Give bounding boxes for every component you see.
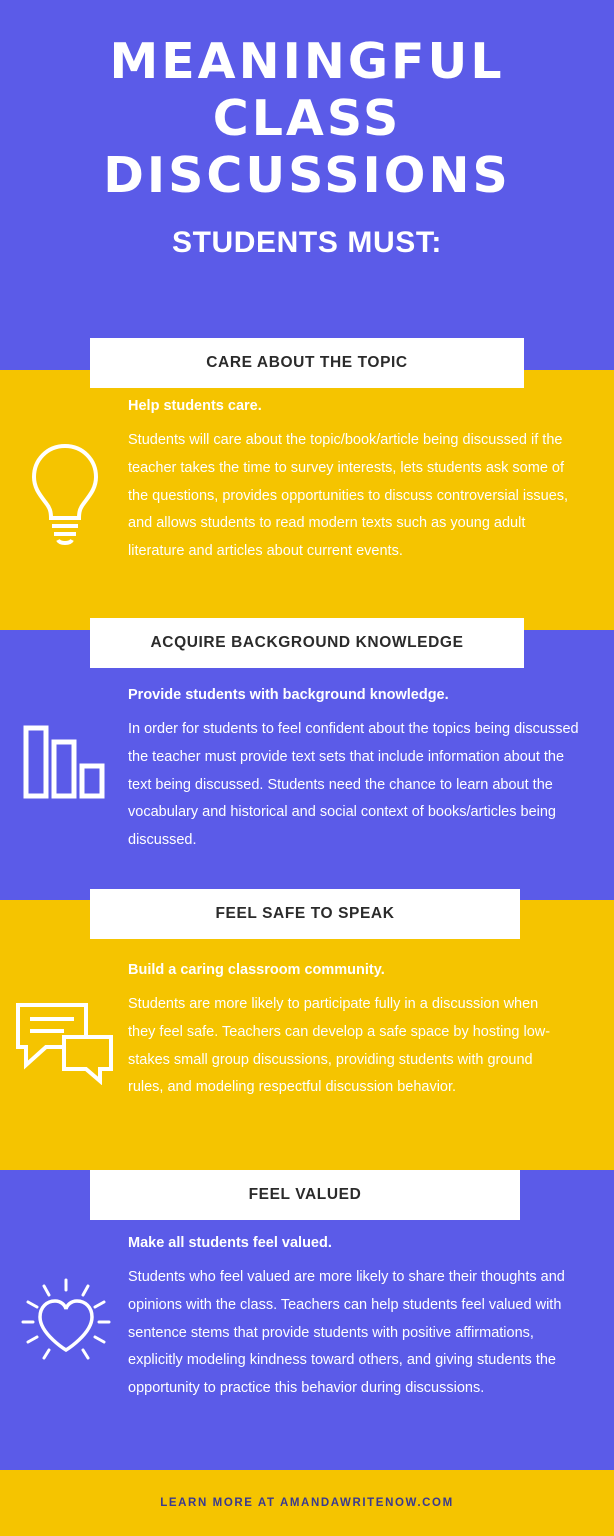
speech-bubbles-icon [12,995,117,1090]
section-title-1: CARE ABOUT THE TOPIC [206,354,408,371]
section-lead-1: Help students care. [128,398,262,414]
section-body-1: Students will care about the topic/book/article being discussed if the teacher takes the time to survey interests, lets students ask some of the questions, provides opportunities to discuss controversial issues, and allows students to read modern texts such as young adult literature and articles about current events. [128,432,569,560]
section-content-2 [128,687,580,855]
section-title-4: FEEL VALUED [248,1186,362,1203]
page-title-line-2: CLASS [212,89,402,147]
section-lead-4: Make all students feel valued. [128,1235,332,1251]
section-header-bar-3 [90,889,520,939]
section-body-2: In order for students to feel confident about the topics being discussed the teacher must provide text sets that include information about the text being discussed. Students need the chance to learn about the vocabulary and historical and social context of books/articles being discussed. [128,721,579,849]
shining-heart-icon [16,1272,116,1377]
section-content-3 [128,962,568,1102]
bar-chart-icon [20,722,106,807]
page-title-line-3: DISCUSSIONS [103,146,511,204]
section-header-bar-1 [90,338,524,388]
lightbulb-icon [22,438,108,553]
page-title-line-1: MEANINGFUL [109,33,505,90]
page-subtitle: STUDENTS MUST: [171,226,443,260]
section-lead-3: Build a caring classroom community. [128,962,385,978]
section-lead-2: Provide students with background knowledge. [128,687,449,703]
footer-text: LEARN MORE AT AMANDAWRITENOW.COM [160,1497,454,1509]
poster-footer [0,1470,614,1536]
section-body-3: Students are more likely to participate fully in a discussion when they feel safe. Teachers can develop a safe space by hosting low-stakes small group discussions, providing students with ground rules, and modeling respectful discussion behavior. [128,996,551,1096]
section-header-bar-2 [90,618,524,668]
section-content-1 [128,398,580,566]
section-body-4: Students who feel valued are more likely to share their thoughts and opinions with the class. Teachers can help students feel valued with sentence stems that provide students with positive affirmations, explicitly modeling kindness toward others, and giving students the opportunity to practice this behavior during discussions. [128,1269,565,1397]
section-title-3: FEEL SAFE TO SPEAK [215,905,395,922]
section-header-bar-4 [90,1170,520,1220]
section-content-4 [128,1235,588,1403]
section-title-2: ACQUIRE BACKGROUND KNOWLEDGE [150,634,464,651]
poster-header [0,0,614,260]
